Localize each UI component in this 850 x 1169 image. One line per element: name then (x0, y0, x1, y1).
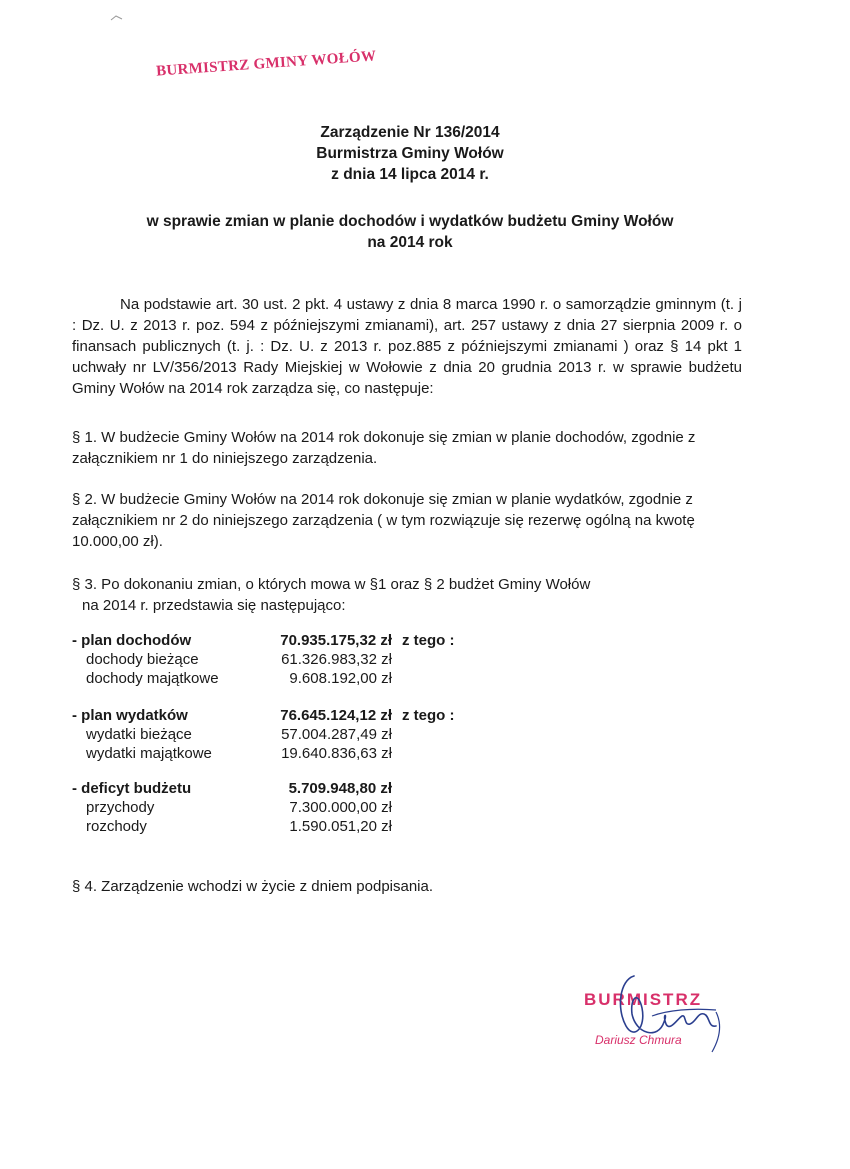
header-title: Zarządzenie Nr 136/2014 (320, 124, 500, 141)
income-item-amount: 61.326.983,32 zł (281, 651, 392, 668)
header-date: z dnia 14 lipca 2014 r. (331, 166, 489, 183)
deficit-item-amount: 1.590.051,20 zł (289, 818, 392, 835)
paragraph-2: § 2. W budżecie Gminy Wołów na 2014 rok dokonuje się zmian w planie wydatków, zgodnie z załącznikiem nr 2 do niniejszego zarządzenia ( w tym rozwiązuje się rezerwę ogólną na kwotę 10.000,00 zł). (72, 491, 695, 550)
stamp-burmistrz-bottom: BURMISTRZ (584, 990, 703, 1009)
income-item-label: dochody bieżące (86, 651, 199, 668)
income-amount: 70.935.175,32 zł (280, 632, 392, 649)
stamp-burmistrz-top: BURMISTRZ GMINY WOŁÓW (155, 48, 377, 80)
expenses-note: z tego : (402, 707, 455, 724)
document-subject (0, 211, 820, 253)
income-note: z tego : (402, 632, 455, 649)
paragraph-3 (72, 574, 752, 616)
paragraph-1: § 1. W budżecie Gminy Wołów na 2014 rok dokonuje się zmian w planie dochodów, zgodnie z załącznikiem nr 1 do niniejszego zarządzenia. (72, 429, 696, 467)
handwritten-signature (612, 968, 722, 1058)
subject-line-1: w sprawie zmian w planie dochodów i wydatków budżetu Gminy Wołów (146, 213, 674, 230)
subject-line-2: na 2014 rok (367, 234, 453, 251)
expenses-label: - plan wydatków (72, 707, 188, 724)
income-item-label: dochody majątkowe (86, 670, 219, 687)
expenses-item-amount: 19.640.836,63 zł (281, 745, 392, 762)
expenses-item-amount: 57.004.287,49 zł (281, 726, 392, 743)
deficit-item-label: rozchody (86, 818, 147, 835)
paragraph-3-line-1: § 3. Po dokonaniu zmian, o których mowa w §1 oraz § 2 budżet Gminy Wołów (72, 576, 591, 593)
expenses-item-label: wydatki bieżące (86, 726, 192, 743)
expenses-amount: 76.645.124,12 zł (280, 707, 392, 724)
income-label: - plan dochodów (72, 632, 192, 649)
scan-mark (110, 14, 124, 22)
deficit-amount: 5.709.948,80 zł (288, 780, 392, 797)
document-header (0, 122, 820, 185)
deficit-label: - deficyt budżetu (72, 780, 192, 797)
deficit-item-amount: 7.300.000,00 zł (289, 799, 392, 816)
deficit-item-label: przychody (86, 799, 155, 816)
header-issuer: Burmistrza Gminy Wołów (316, 145, 504, 162)
legal-basis-paragraph: Na podstawie art. 30 ust. 2 pkt. 4 ustawy z dnia 8 marca 1990 r. o samorządzie gminnym (t. j : Dz. U. z 2013 r. poz. 594 z późniejszymi zmianami), art. 257 ustawy z dnia 27 sierpnia 2009 r. o finansach publicznych (t. j. : Dz. U. z 2013 r. poz.885 z późniejszymi zmianami ) oraz § 14 pkt 1 uchwały nr LV/356/2013 Rady Miejskiej w Wołowie z dnia 20 grudnia 2013 r. w sprawie budżetu Gminy Wołów na 2014 rok zarządza się, co następuje: (72, 296, 742, 397)
paragraph-4: § 4. Zarządzenie wchodzi w życie z dniem podpisania. (72, 878, 434, 895)
paragraph-3-line-2: na 2014 r. przedstawia się następująco: (82, 597, 346, 614)
expenses-item-label: wydatki majątkowe (86, 745, 212, 762)
stamp-signatory-name: Dariusz Chmura (595, 1033, 682, 1047)
income-item-amount: 9.608.192,00 zł (289, 670, 392, 687)
